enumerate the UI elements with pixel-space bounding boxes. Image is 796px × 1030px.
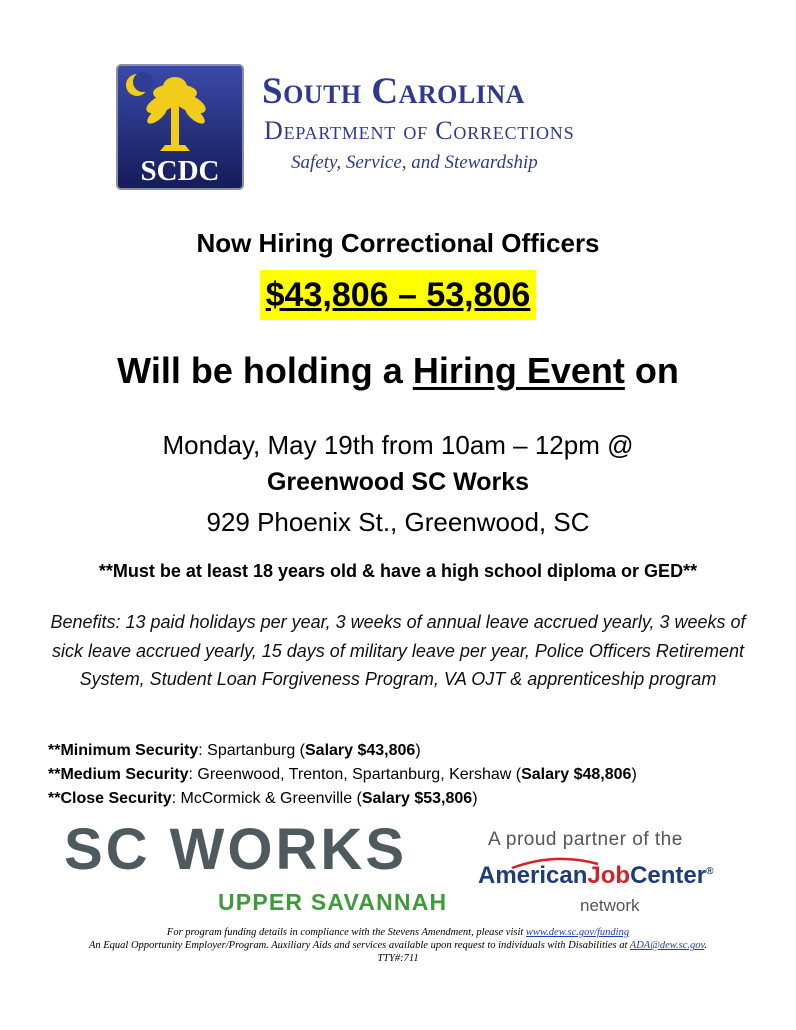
event-headline-emphasis: Hiring Event xyxy=(412,350,625,391)
ada-email-link[interactable]: ADA@dew.sc.gov xyxy=(629,940,705,951)
sc-works-region: UPPER SAVANNAH xyxy=(218,889,448,915)
event-headline-prefix: Will be holding a xyxy=(117,350,413,391)
american-job-center-logo: AmericanJobCenter® xyxy=(478,862,714,889)
event-venue: Greenwood SC Works xyxy=(266,468,530,496)
security-level-minimum: **Minimum Security: Spartanburg (Salary $43,806) xyxy=(48,742,421,759)
sc-works-logo: SC WORKS xyxy=(64,817,407,882)
ajc-tagline: A proud partner of the xyxy=(488,829,683,850)
requirements: **Must be at least 18 years old & have a high school diploma or GED** xyxy=(98,561,698,581)
event-date-time: Monday, May 19th from 10am – 12pm @ xyxy=(162,430,634,460)
department-name: Department of Corrections xyxy=(264,116,575,145)
scdc-logo-text: SCDC xyxy=(140,155,220,187)
event-address: 929 Phoenix St., Greenwood, SC xyxy=(206,507,590,537)
funding-link[interactable]: www.dew.sc.gov/funding xyxy=(525,927,630,938)
security-levels-list xyxy=(48,739,637,811)
hiring-title: Now Hiring Correctional Officers xyxy=(196,228,600,258)
security-level-medium: **Medium Security: Greenwood, Trenton, Spartanburg, Kershaw (Salary $48,806) xyxy=(48,766,637,783)
org-name: South Carolina xyxy=(262,71,525,112)
scdc-logo xyxy=(115,63,245,191)
event-headline-suffix: on xyxy=(624,350,679,391)
ajc-network: network xyxy=(580,896,640,915)
salary-range: $43,806 – 53,806 xyxy=(260,270,537,320)
footer-notice: For program funding details in compliance with the Stevens Amendment, please visit www.dew.sc.gov/funding An Equal Opportunity Employer/Program. Auxiliary Aids and services available upon request to individuals with Disabilities at ADA@dew.sc.gov. TTY#:711 xyxy=(88,927,708,964)
event-headline xyxy=(0,350,796,392)
benefits-paragraph: Benefits: 13 paid holidays per year, 3 weeks of annual leave accrued yearly, 3 weeks of sick leave accrued yearly, 15 days of military leave per year, Police Officers Retirement System, Student Loan Forgiveness Program, VA OJT & apprenticeship program xyxy=(50,612,746,689)
salary-range-wrapper xyxy=(0,270,796,320)
org-motto: Safety, Service, and Stewardship xyxy=(291,152,538,173)
security-level-close: **Close Security: McCormick & Greenville (Salary $53,806) xyxy=(48,790,478,807)
